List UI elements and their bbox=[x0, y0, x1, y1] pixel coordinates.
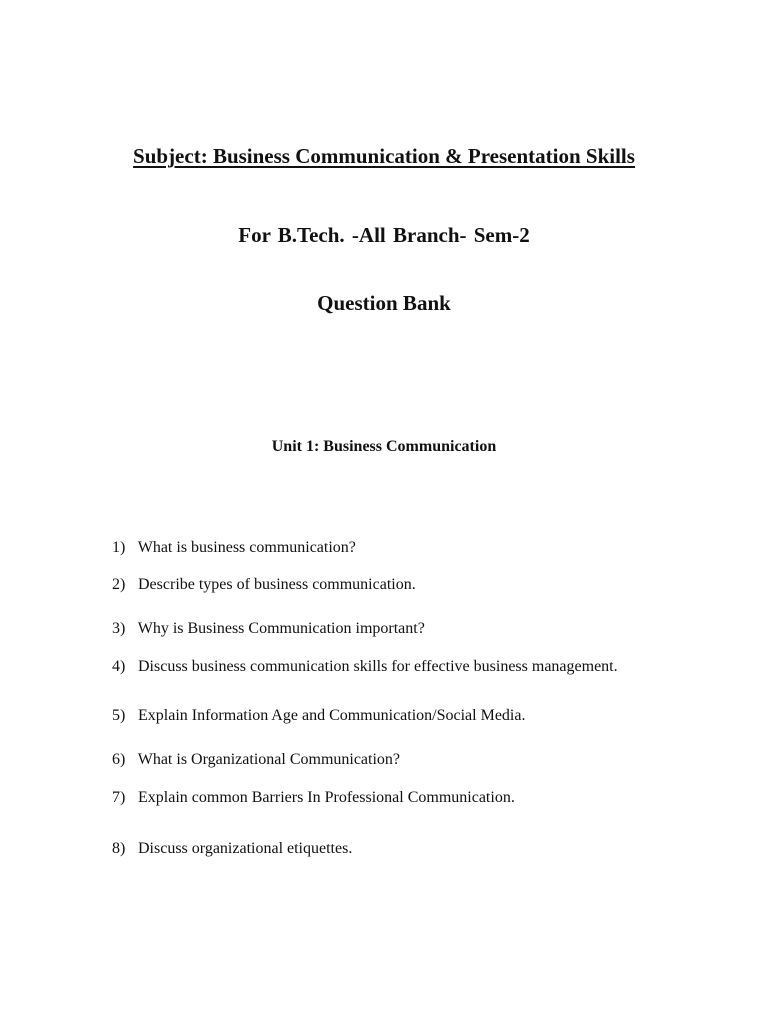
question-text: Describe types of business communication. bbox=[138, 576, 416, 593]
question-text: Explain Information Age and Communication/Social Media. bbox=[138, 707, 526, 724]
question-item bbox=[112, 751, 400, 769]
question-item bbox=[112, 658, 618, 676]
question-item bbox=[112, 707, 525, 725]
question-number: 7) bbox=[112, 789, 126, 806]
question-number: 4) bbox=[112, 658, 126, 675]
page-title: Question Bank bbox=[317, 291, 451, 315]
question-number: 6) bbox=[112, 751, 126, 768]
question-text: Explain common Barriers In Professional Communication. bbox=[138, 789, 515, 806]
subject-text: Subject: Business Communication & Presentation Skills bbox=[133, 144, 635, 168]
question-text: What is Organizational Communication? bbox=[137, 751, 401, 768]
question-item bbox=[112, 840, 352, 858]
question-number: 5) bbox=[112, 707, 126, 724]
question-number: 8) bbox=[112, 840, 126, 857]
question-text: Discuss organizational etiquettes. bbox=[138, 840, 353, 857]
question-text: Why is Business Communication important? bbox=[137, 620, 425, 637]
question-number: 3) bbox=[112, 620, 126, 637]
question-number: 2) bbox=[112, 576, 126, 593]
question-item bbox=[112, 620, 425, 638]
question-item bbox=[112, 539, 356, 557]
question-item bbox=[112, 789, 515, 807]
question-item bbox=[112, 576, 416, 594]
question-text: What is business communication? bbox=[137, 539, 356, 556]
subject-heading bbox=[0, 144, 768, 169]
course-heading: For B.Tech. -All Branch- Sem-2 bbox=[238, 223, 530, 247]
question-text: Discuss business communication skills for effective business management. bbox=[138, 658, 618, 675]
question-number: 1) bbox=[112, 539, 126, 556]
unit-heading: Unit 1: Business Communication bbox=[271, 438, 497, 455]
